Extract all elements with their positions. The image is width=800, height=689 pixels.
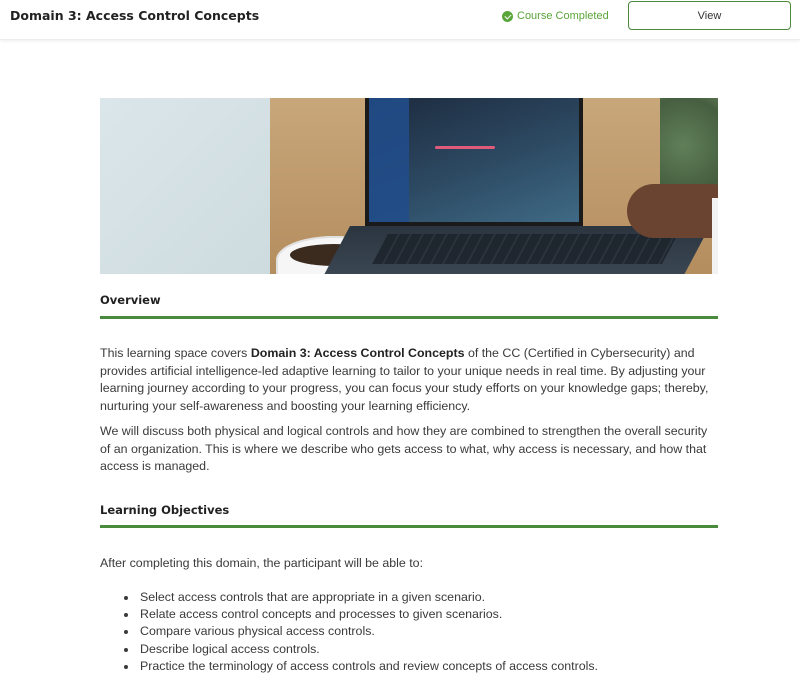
overview-p1-start: This learning space covers <box>100 346 251 360</box>
overview-heading: Overview <box>100 293 161 307</box>
list-item: Compare various physical access controls. <box>122 623 722 640</box>
view-button[interactable]: View <box>628 1 791 30</box>
course-status <box>502 9 609 23</box>
course-status-text: Course Completed <box>517 10 609 22</box>
list-item: Select access controls that are appropriate in a given scenario. <box>122 589 722 606</box>
hero-image <box>100 98 718 274</box>
overview-p1-end: of the CC (Certified in Cybersecurity) and provides artificial intelligence-led adaptive learning to tailor to your unique needs in real time. By adjusting your learning journey according to your progress, you can focus your study efforts on your knowledge gaps; thereby, nurturing your self-awareness and boosting your learning efficiency. <box>100 346 709 413</box>
list-item: Practice the terminology of access controls and review concepts of access controls. <box>122 658 722 675</box>
overview-p1-bold: Domain 3: Access Control Concepts <box>250 346 465 360</box>
check-circle-icon <box>502 11 513 22</box>
objectives-intro: After completing this domain, the participant will be able to: <box>100 556 424 570</box>
list-item: Relate access control concepts and processes to given scenarios. <box>122 606 722 623</box>
course-title: Domain 3: Access Control Concepts <box>10 8 260 23</box>
objectives-heading: Learning Objectives <box>100 503 230 517</box>
course-header <box>0 0 800 40</box>
overview-paragraph-1 <box>100 345 720 415</box>
list-item: Describe logical access controls. <box>122 641 722 658</box>
overview-divider <box>100 316 718 319</box>
overview-paragraph-2: We will discuss both physical and logical controls and how they are combined to strengthen the overall security of an organization. This is where we describe who gets access to what, why access is necessary, and how that access is managed. <box>100 424 708 474</box>
objectives-divider <box>100 525 718 528</box>
objectives-list <box>122 589 722 675</box>
